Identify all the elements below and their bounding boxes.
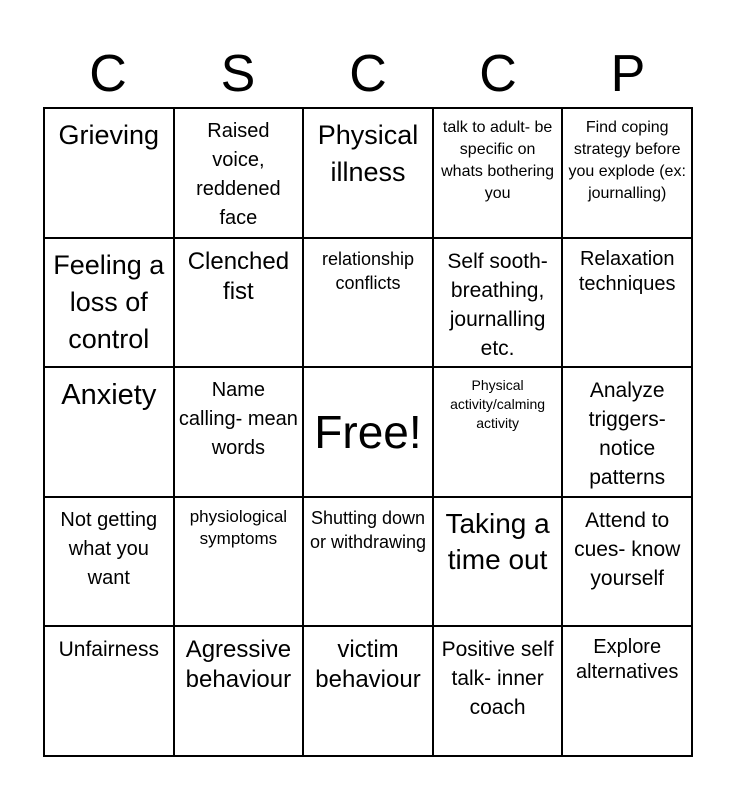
- cell-text: Relaxation techniques: [578, 247, 676, 295]
- cell-text: Taking a time out: [445, 507, 550, 575]
- bingo-cell[interactable]: [45, 627, 175, 757]
- free-space-label: Free!: [314, 405, 422, 458]
- cell-text: Name calling- mean words: [178, 379, 298, 460]
- bingo-cell[interactable]: [563, 627, 693, 757]
- bingo-cell[interactable]: [434, 239, 564, 369]
- cell-text: Not getting what you want: [60, 508, 158, 589]
- header-letter-5: P: [610, 45, 646, 103]
- cell-text: Raised voice, reddened face: [196, 120, 281, 229]
- bingo-cell[interactable]: [175, 498, 305, 628]
- header-letter-3: C: [349, 45, 387, 103]
- bingo-cell[interactable]: [304, 627, 434, 757]
- bingo-cell[interactable]: [304, 498, 434, 628]
- cell-text: Attend to cues- know yourself: [574, 508, 681, 590]
- cell-text: victim behaviour: [315, 636, 421, 694]
- bingo-cell[interactable]: [563, 239, 693, 369]
- bingo-cell[interactable]: [45, 498, 175, 628]
- bingo-cell[interactable]: [304, 239, 434, 369]
- bingo-cell[interactable]: [434, 498, 564, 628]
- cell-text: relationship conflicts: [321, 248, 415, 293]
- bingo-cell[interactable]: [175, 368, 305, 498]
- bingo-cell[interactable]: [434, 368, 564, 498]
- cell-text: Explore alternatives: [576, 636, 679, 684]
- bingo-cell[interactable]: [45, 109, 175, 239]
- cell-text: Physical activity/calming activity: [450, 377, 546, 432]
- bingo-cell[interactable]: [563, 498, 693, 628]
- cell-text: Shutting down or withdrawing: [309, 507, 427, 552]
- bingo-cell[interactable]: [45, 239, 175, 369]
- cell-text: Physical illness: [317, 120, 419, 187]
- cell-text: Analyze triggers- notice patterns: [588, 379, 666, 490]
- header-letter-4: C: [479, 45, 517, 103]
- bingo-cell[interactable]: [563, 368, 693, 498]
- cell-text: Agressive behaviour: [185, 636, 292, 694]
- bingo-cell[interactable]: [563, 109, 693, 239]
- bingo-cell[interactable]: [175, 109, 305, 239]
- cell-text: Find coping strategy before you explode (ex: journalling): [568, 119, 686, 202]
- bingo-cell[interactable]: [175, 627, 305, 757]
- bingo-cell[interactable]: [175, 239, 305, 369]
- free-space[interactable]: [304, 368, 434, 498]
- cell-text: Clenched fist: [187, 247, 290, 305]
- cell-text: Positive self talk- inner coach: [441, 638, 554, 720]
- bingo-cell[interactable]: [304, 109, 434, 239]
- header-letter-2: S: [220, 45, 256, 103]
- header-letter-1: C: [89, 45, 127, 103]
- bingo-header: [43, 46, 693, 102]
- cell-text: Anxiety: [61, 379, 157, 412]
- cell-text: Feeling a loss of control: [53, 249, 165, 354]
- bingo-cell[interactable]: [434, 627, 564, 757]
- bingo-board: [43, 107, 693, 757]
- cell-text: Unfairness: [58, 638, 159, 662]
- bingo-cell[interactable]: [434, 109, 564, 239]
- cell-text: physiological symptoms: [189, 506, 288, 548]
- bingo-cell[interactable]: [45, 368, 175, 498]
- cell-text: Grieving: [58, 120, 160, 150]
- cell-text: Self sooth- breathing, journalling etc.: [447, 249, 548, 360]
- cell-text: talk to adult- be specific on whats bothering you: [441, 119, 555, 202]
